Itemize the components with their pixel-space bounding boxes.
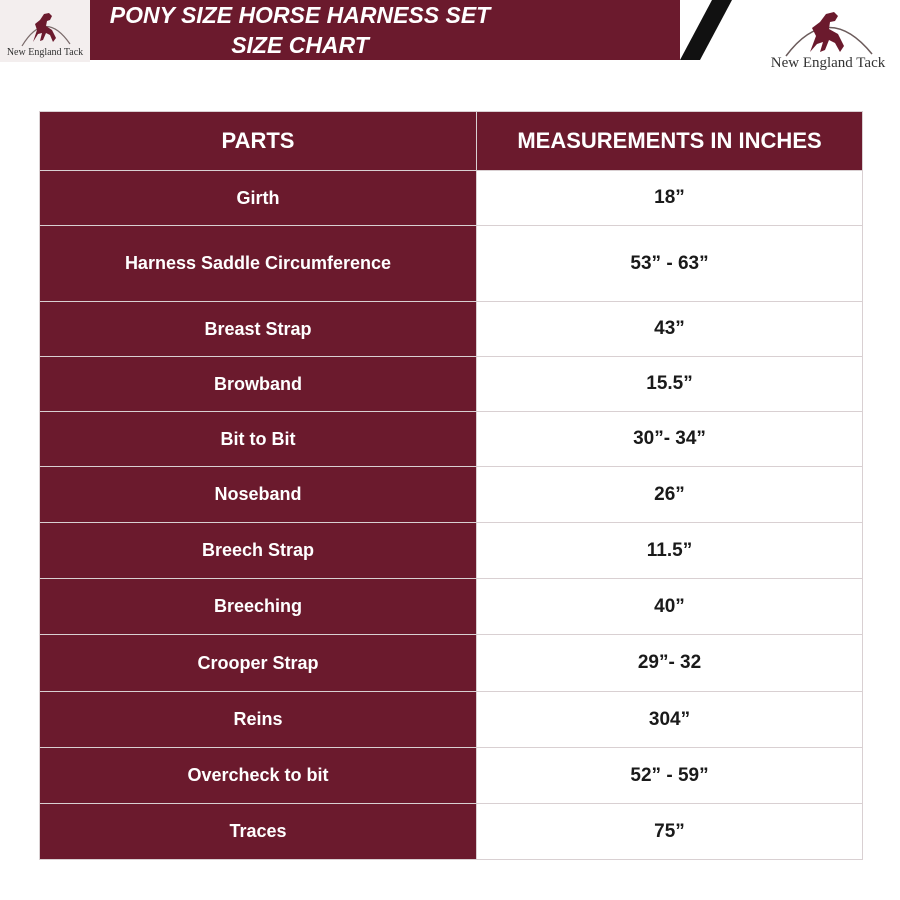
measurement-cell: 30”- 34” bbox=[477, 412, 863, 467]
page-title: PONY SIZE HORSE HARNESS SET SIZE CHART bbox=[109, 2, 491, 58]
table-header-row bbox=[40, 112, 863, 171]
column-header-parts: PARTS bbox=[40, 112, 477, 171]
measurement-cell: 29”- 32 bbox=[477, 635, 863, 692]
logo-small-text: New England Tack bbox=[6, 47, 84, 58]
size-chart-table bbox=[39, 111, 863, 860]
part-cell: Harness Saddle Circumference bbox=[40, 226, 477, 302]
measurement-cell: 18” bbox=[477, 171, 863, 226]
part-cell: Breast Strap bbox=[40, 302, 477, 357]
measurement-cell: 304” bbox=[477, 692, 863, 748]
measurement-cell: 26” bbox=[477, 467, 863, 523]
table-row bbox=[40, 412, 863, 467]
table-row bbox=[40, 748, 863, 804]
measurement-cell: 53” - 63” bbox=[477, 226, 863, 302]
rearing-horse-logo-icon bbox=[762, 6, 894, 58]
part-cell: Traces bbox=[40, 804, 477, 860]
table-row bbox=[40, 635, 863, 692]
table-row bbox=[40, 579, 863, 635]
measurement-cell: 52” - 59” bbox=[477, 748, 863, 804]
brand-logo-large bbox=[762, 6, 894, 76]
part-cell: Breech Strap bbox=[40, 523, 477, 579]
measurement-cell: 11.5” bbox=[477, 523, 863, 579]
measurement-cell: 40” bbox=[477, 579, 863, 635]
part-cell: Breeching bbox=[40, 579, 477, 635]
measurement-cell: 43” bbox=[477, 302, 863, 357]
column-header-measurements: MEASUREMENTS IN INCHES bbox=[477, 112, 863, 171]
table-row bbox=[40, 302, 863, 357]
table-row bbox=[40, 467, 863, 523]
part-cell: Reins bbox=[40, 692, 477, 748]
part-cell: Girth bbox=[40, 171, 477, 226]
table-row bbox=[40, 523, 863, 579]
rearing-horse-logo-icon bbox=[0, 0, 90, 50]
table-row bbox=[40, 804, 863, 860]
brand-logo-small bbox=[0, 0, 90, 62]
part-cell: Bit to Bit bbox=[40, 412, 477, 467]
table-row bbox=[40, 226, 863, 302]
table-row bbox=[40, 171, 863, 226]
table-row bbox=[40, 357, 863, 412]
part-cell: Overcheck to bit bbox=[40, 748, 477, 804]
table-row bbox=[40, 692, 863, 748]
part-cell: Crooper Strap bbox=[40, 635, 477, 692]
part-cell: Noseband bbox=[40, 467, 477, 523]
logo-large-text: New England Tack bbox=[770, 55, 886, 71]
measurement-cell: 75” bbox=[477, 804, 863, 860]
measurement-cell: 15.5” bbox=[477, 357, 863, 412]
part-cell: Browband bbox=[40, 357, 477, 412]
